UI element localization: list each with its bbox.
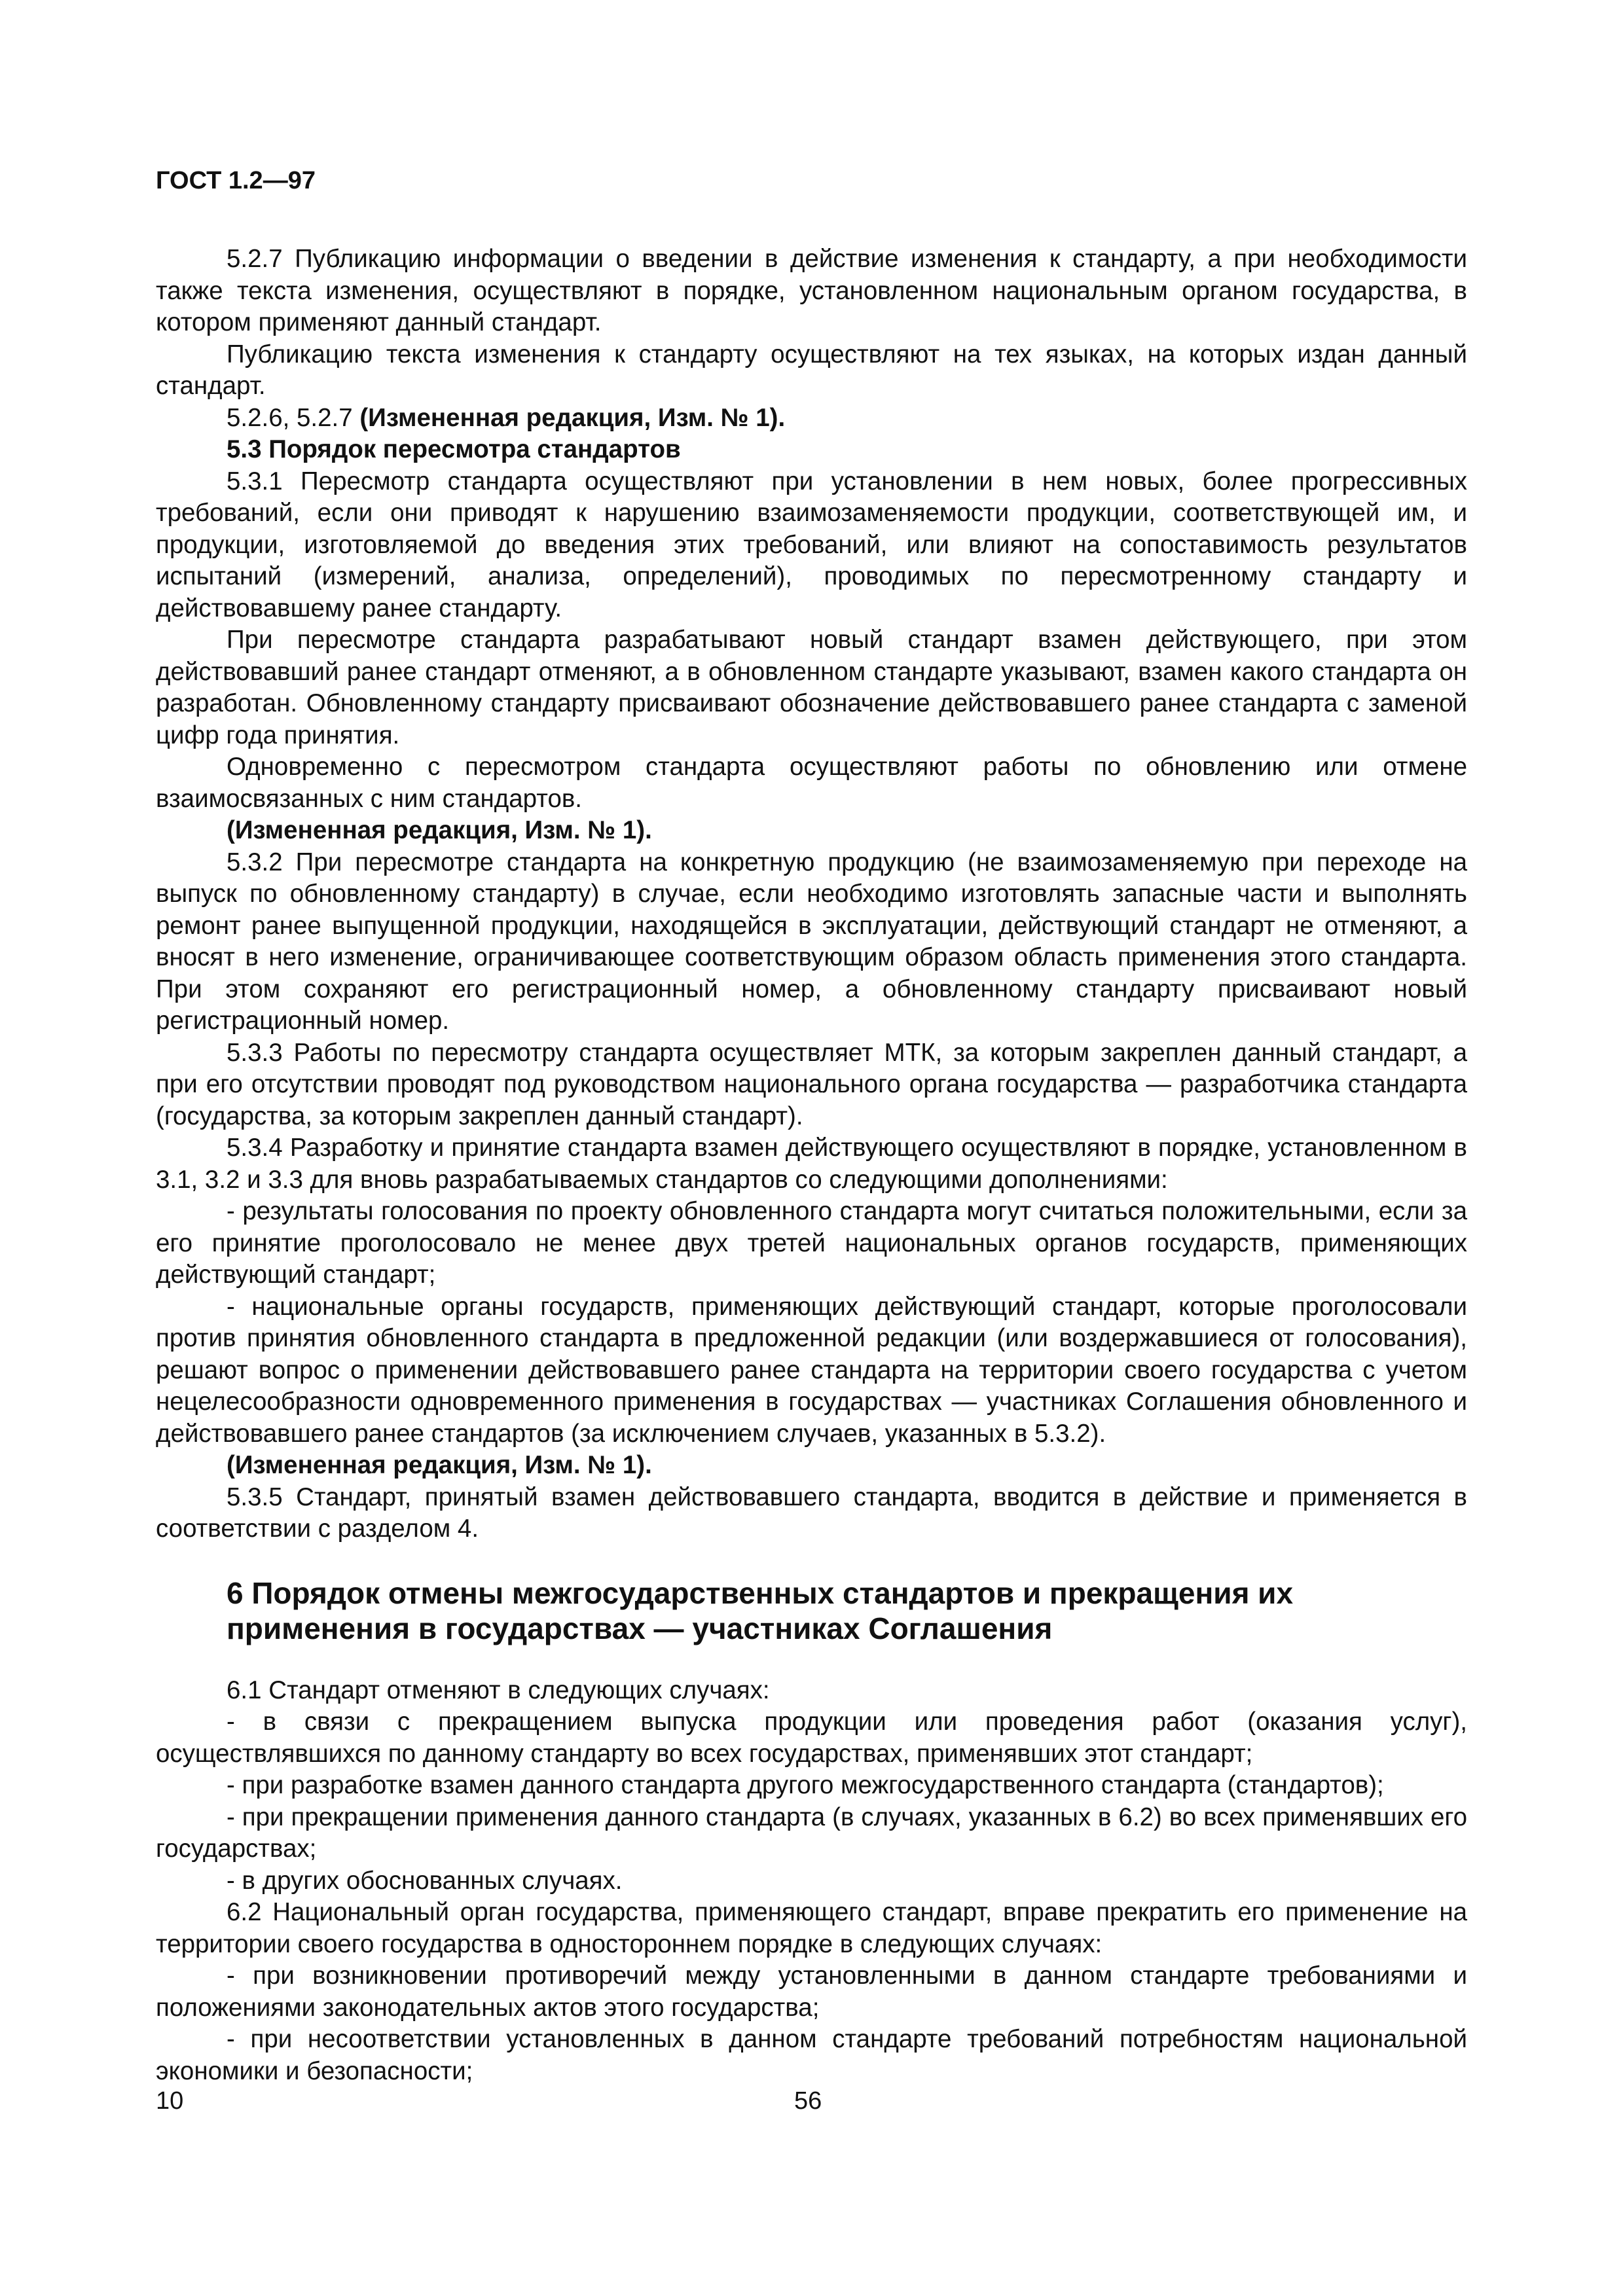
paragraph-6-1: 6.1 Стандарт отменяют в следующих случаях: — [227, 1676, 770, 1704]
amendment-note-5-3-4: (Измененная редакция, Изм. № 1). — [227, 1451, 652, 1479]
list-item-6-1-other: - в других обоснованных случаях. — [227, 1866, 623, 1895]
paragraph-5-3-3: 5.3.3 Работы по пересмотру стандарта осуществляет МТК, за которым закреплен данный стандарт, а при его отсутствии проводят под руководством национального органа государства — разработчика стандарта (государства, за которым закреплен данный стандарт). — [156, 1038, 1467, 1130]
paragraph-6-2: 6.2 Национальный орган государства, применяющего стандарт, вправе прекратить его применение на территории своего государства в одностороннем порядке в следующих случаях: — [156, 1898, 1467, 1958]
amendment-label: (Измененная редакция, Изм. № 1). — [359, 403, 786, 432]
page-number: 10 — [156, 2087, 184, 2115]
list-item-6-1-discontinued: - в связи с прекращением выпуска продукции или проведения работ (оказания услуг), осуществлявшихся по данному стандарту во всех государствах, применявших этот стандарт; — [156, 1708, 1467, 1768]
section-heading-6: 6 Порядок отмены межгосударственных стандартов и прекращения их применения в государствах — участниках Соглашения — [227, 1575, 1294, 1645]
list-item-5-3-4-national-bodies: - национальные органы государств, применяющих действующий стандарт, которые проголосовали против принятия обновленного стандарта в предложенной редакции (или воздержавшиеся от голосования), решают вопрос о применении действовавшего ранее стандарта на территории своего государства с учетом нецелесообразности одновременного применения в государствах — участниках Соглашения обновленного и действовавшего ранее стандартов (за исключением случаев, указанных в 5.3.2). — [156, 1292, 1467, 1448]
subsection-heading-5-3: 5.3 Порядок пересмотра стандартов — [227, 435, 681, 463]
list-item-6-1-replacement: - при разработке взамен данного стандарта другого межгосударственного стандарта (стандартов); — [227, 1771, 1384, 1799]
paragraph-5-2-7: 5.2.7 Публикацию информации о введении в действие изменения к стандарту, а при необходимости также текста изменения, осуществляют в порядке, установленном национальным органом государства, в котором применяют данный стандарт. — [156, 245, 1467, 336]
amendment-note-5-3-1: (Измененная редакция, Изм. № 1). — [227, 816, 652, 844]
paragraph-5-3-1-revision: При пересмотре стандарта разрабатывают новый стандарт взамен действующего, при этом действовавший ранее стандарт отменяют, а в обновленном стандарте указывают, взамен какого стандарта он разработан. Обновленному стандарту присваивают обозначение действовавшего ранее стандарта с заменой цифр года принятия. — [156, 626, 1467, 749]
list-item-6-2-contradictions: - при возникновении противоречий между установленными в данном стандарте требованиями и положениями законодательных актов этого государства; — [156, 1962, 1467, 2022]
document-page — [156, 152, 1467, 2087]
list-item-6-1-termination: - при прекращении применения данного стандарта (в случаях, указанных в 6.2) во всех применявших его государствах; — [156, 1803, 1467, 1863]
paragraph-5-3-1: 5.3.1 Пересмотр стандарта осуществляют при установлении в нем новых, более прогрессивных требований, если они приводят к нарушению взаимозаменяемости продукции, соответствующей им, и продукции, изготовляемой до введения этих требований, или влияют на сопоставимость результатов испытаний (измерений, анализа, определений), проводимых по пересмотренному стандарту и действовавшему ранее стандарту. — [156, 467, 1467, 622]
list-item-5-3-4-voting: - результаты голосования по проекту обновленного стандарта могут считаться положительными, если за его принятие проголосовало не менее двух третей национальных органов государств, применяющих действующий стандарт; — [156, 1197, 1467, 1289]
paragraph-5-2-7-languages: Публикацию текста изменения к стандарту осуществляют на тех языках, на которых издан данный стандарт. — [156, 340, 1467, 400]
amendment-clauses: 5.2.6, 5.2.7 — [227, 403, 360, 432]
paragraph-5-3-1-related: Одновременно с пересмотром стандарта осуществляют работы по обновлению или отмене взаимосвязанных с ним стандартов. — [156, 753, 1467, 813]
paragraph-5-3-5: 5.3.5 Стандарт, принятый взамен действовавшего стандарта, вводится в действие и применяется в соответствии с разделом 4. — [156, 1482, 1467, 1543]
list-item-6-2-nonconformity: - при несоответствии установленных в данном стандарте требований потребностям национальной экономики и безопасности; — [156, 2025, 1467, 2085]
amendment-note-5-2 — [156, 403, 1467, 435]
paragraph-5-3-4: 5.3.4 Разработку и принятие стандарта взамен действующего осуществляют в порядке, установленном в 3.1, 3.2 и 3.3 для вновь разрабатываемых стандартов со следующими дополнениями: — [156, 1134, 1467, 1194]
document-code: ГОСТ 1.2—97 — [156, 167, 316, 194]
sheet-number: 56 — [794, 2087, 822, 2115]
paragraph-5-3-2: 5.3.2 При пересмотре стандарта на конкретную продукцию (не взаимозаменяемую при переходе на выпуск по обновленному стандарту) в случае, если необходимо изготовлять запасные части и выполнять ремонт ранее выпущенной продукции, находящейся в эксплуатации, действующий стандарт не отменяют, а вносят в него изменение, ограничивающее соответствующим образом область применения этого стандарта. При этом сохраняют его регистрационный номер, а обновленному стандарту присваивают новый регистрационный номер. — [156, 848, 1467, 1035]
